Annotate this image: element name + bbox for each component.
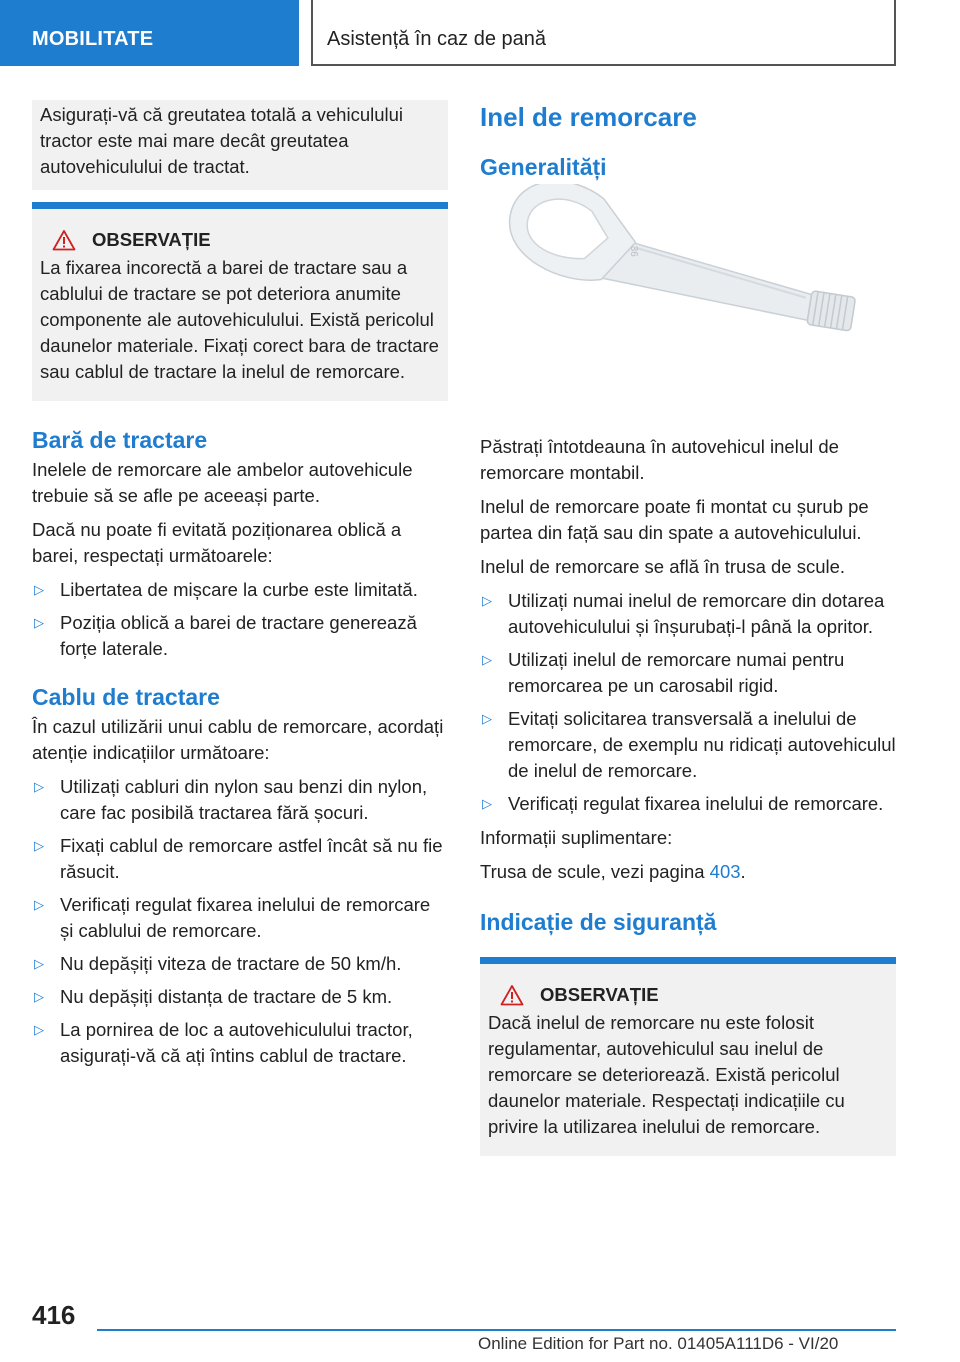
list-item: ▷ Utilizați numai inelul de remorcare din dotarea autovehiculului și înșurubați-l până la opritor.	[482, 590, 885, 637]
list-item: ▷ Evitați solicitarea transversală a inelului de remorcare, de exemplu nu ridicați autovehiculul de inelul de remorcare.	[482, 708, 896, 781]
bullet-triangle-icon: ▷	[34, 779, 44, 794]
list-item: ▷ Nu depășiți viteza de tractare de 50 km/h.	[32, 951, 448, 977]
warning-text: Dacă inelul de remorcare nu este folosit regulamentar, autovehiculul sau inelul de remorcare se deteriorează. Există pericolul daunelor materiale. Respectați indicațiile cu privire la utilizarea inelului de remorcare.	[488, 1012, 845, 1137]
svg-text:36: 36	[627, 245, 640, 257]
right-column	[480, 100, 896, 1156]
heading-safety: Indicație de siguranță	[480, 909, 717, 935]
paragraph: Inelul de remorcare se află în trusa de scule.	[480, 556, 846, 577]
tow-ring-illustration	[480, 184, 896, 434]
paragraph: Păstrați întotdeauna în autovehicul inelul de remorcare montabil.	[480, 436, 839, 483]
warning-triangle-icon	[52, 229, 76, 251]
list-item: ▷ Libertatea de mișcare la curbe este limitată.	[32, 577, 448, 603]
intro-box	[32, 100, 448, 190]
intro-text: Asigurați-vă că greutatea totală a vehiculului tractor este mai mare decât greutatea autovehiculului de tractat.	[40, 104, 404, 177]
bullet-list-tow-ring	[480, 588, 896, 817]
paragraph: Inelele de remorcare ale ambelor autovehicule trebuie să se afle pe aceeași parte.	[32, 459, 413, 506]
paragraph: În cazul utilizării unui cablu de remorcare, acordați atenție indicațiilor următoare:	[32, 716, 444, 763]
paragraph: Informații suplimentare:	[480, 827, 673, 848]
list-item: ▷ Verificați regulat fixarea inelului de remorcare și cablului de remorcare.	[34, 894, 431, 941]
bullet-triangle-icon: ▷	[482, 652, 492, 667]
footer-divider	[97, 1329, 896, 1331]
bullet-triangle-icon: ▷	[34, 838, 44, 853]
heading-tow-bar: Bară de tractare	[32, 427, 208, 453]
bullet-list-tow-bar	[32, 577, 448, 662]
warning-title: OBSERVAȚIE	[488, 984, 888, 1006]
warning-box-tow	[32, 202, 448, 401]
list-item: ▷ La pornirea de loc a autovehiculului tractor, asigurați-vă că ați întins cablul de tractare.	[34, 1019, 413, 1066]
bullet-triangle-icon: ▷	[34, 615, 44, 630]
bullet-triangle-icon: ▷	[482, 593, 492, 608]
list-item: ▷ Utilizați inelul de remorcare numai pentru remorcarea pe un carosabil rigid.	[482, 649, 845, 696]
list-item: ▷ Poziția oblică a barei de tractare generează forțe laterale.	[34, 612, 417, 659]
bullet-triangle-icon: ▷	[482, 711, 492, 726]
page-header	[0, 0, 960, 66]
heading-tow-cable: Cablu de tractare	[32, 684, 220, 710]
page-link[interactable]: 403	[709, 861, 741, 882]
warning-text: La fixarea incorectă a barei de tractare sau a cablului de tractare se pot deteriora anumite componente ale autovehiculului. Există pericolul daunelor materiale. Fixați corect bara de tractare sau cablul de tractare la inelul de remorcare.	[40, 257, 439, 382]
warning-title: OBSERVAȚIE	[40, 229, 440, 251]
heading-tow-ring: Inel de remorcare	[480, 102, 697, 132]
bullet-triangle-icon: ▷	[482, 796, 492, 811]
bullet-triangle-icon: ▷	[34, 956, 44, 971]
heading-general: Generalități	[480, 154, 607, 180]
list-item: ▷ Fixați cablul de remorcare astfel încât să nu fie răsucit.	[34, 835, 443, 882]
bullet-triangle-icon: ▷	[34, 1022, 44, 1037]
section-title: Asistență în caz de pană	[311, 0, 896, 66]
bullet-triangle-icon: ▷	[34, 582, 44, 597]
warning-triangle-icon	[500, 984, 524, 1006]
chapter-tab: MOBILITATE	[0, 0, 299, 66]
edition-note: Online Edition for Part no. 01405A111D6 - VI/20	[478, 1334, 839, 1353]
bullet-triangle-icon: ▷	[34, 989, 44, 1004]
cross-reference: Trusa de scule, vezi pagina 403.	[480, 861, 746, 882]
tow-ring-image	[480, 184, 896, 434]
paragraph: Dacă nu poate fi evitată poziționarea oblică a barei, respectați următoarele:	[32, 519, 402, 566]
list-item: ▷ Nu depășiți distanța de tractare de 5 km.	[32, 984, 448, 1010]
paragraph: Inelul de remorcare poate fi montat cu șurub pe partea din față sau din spate a autovehiculului.	[480, 496, 869, 543]
bullet-triangle-icon: ▷	[34, 897, 44, 912]
list-item: ▷ Utilizați cabluri din nylon sau benzi din nylon, care fac posibilă tractarea fără șocuri.	[34, 776, 428, 823]
page-number: 416	[32, 1300, 76, 1330]
left-column	[32, 100, 448, 1077]
list-item: ▷ Verificați regulat fixarea inelului de remorcare.	[480, 791, 896, 817]
warning-box-safety	[480, 957, 896, 1156]
bullet-list-tow-cable	[32, 774, 448, 1069]
